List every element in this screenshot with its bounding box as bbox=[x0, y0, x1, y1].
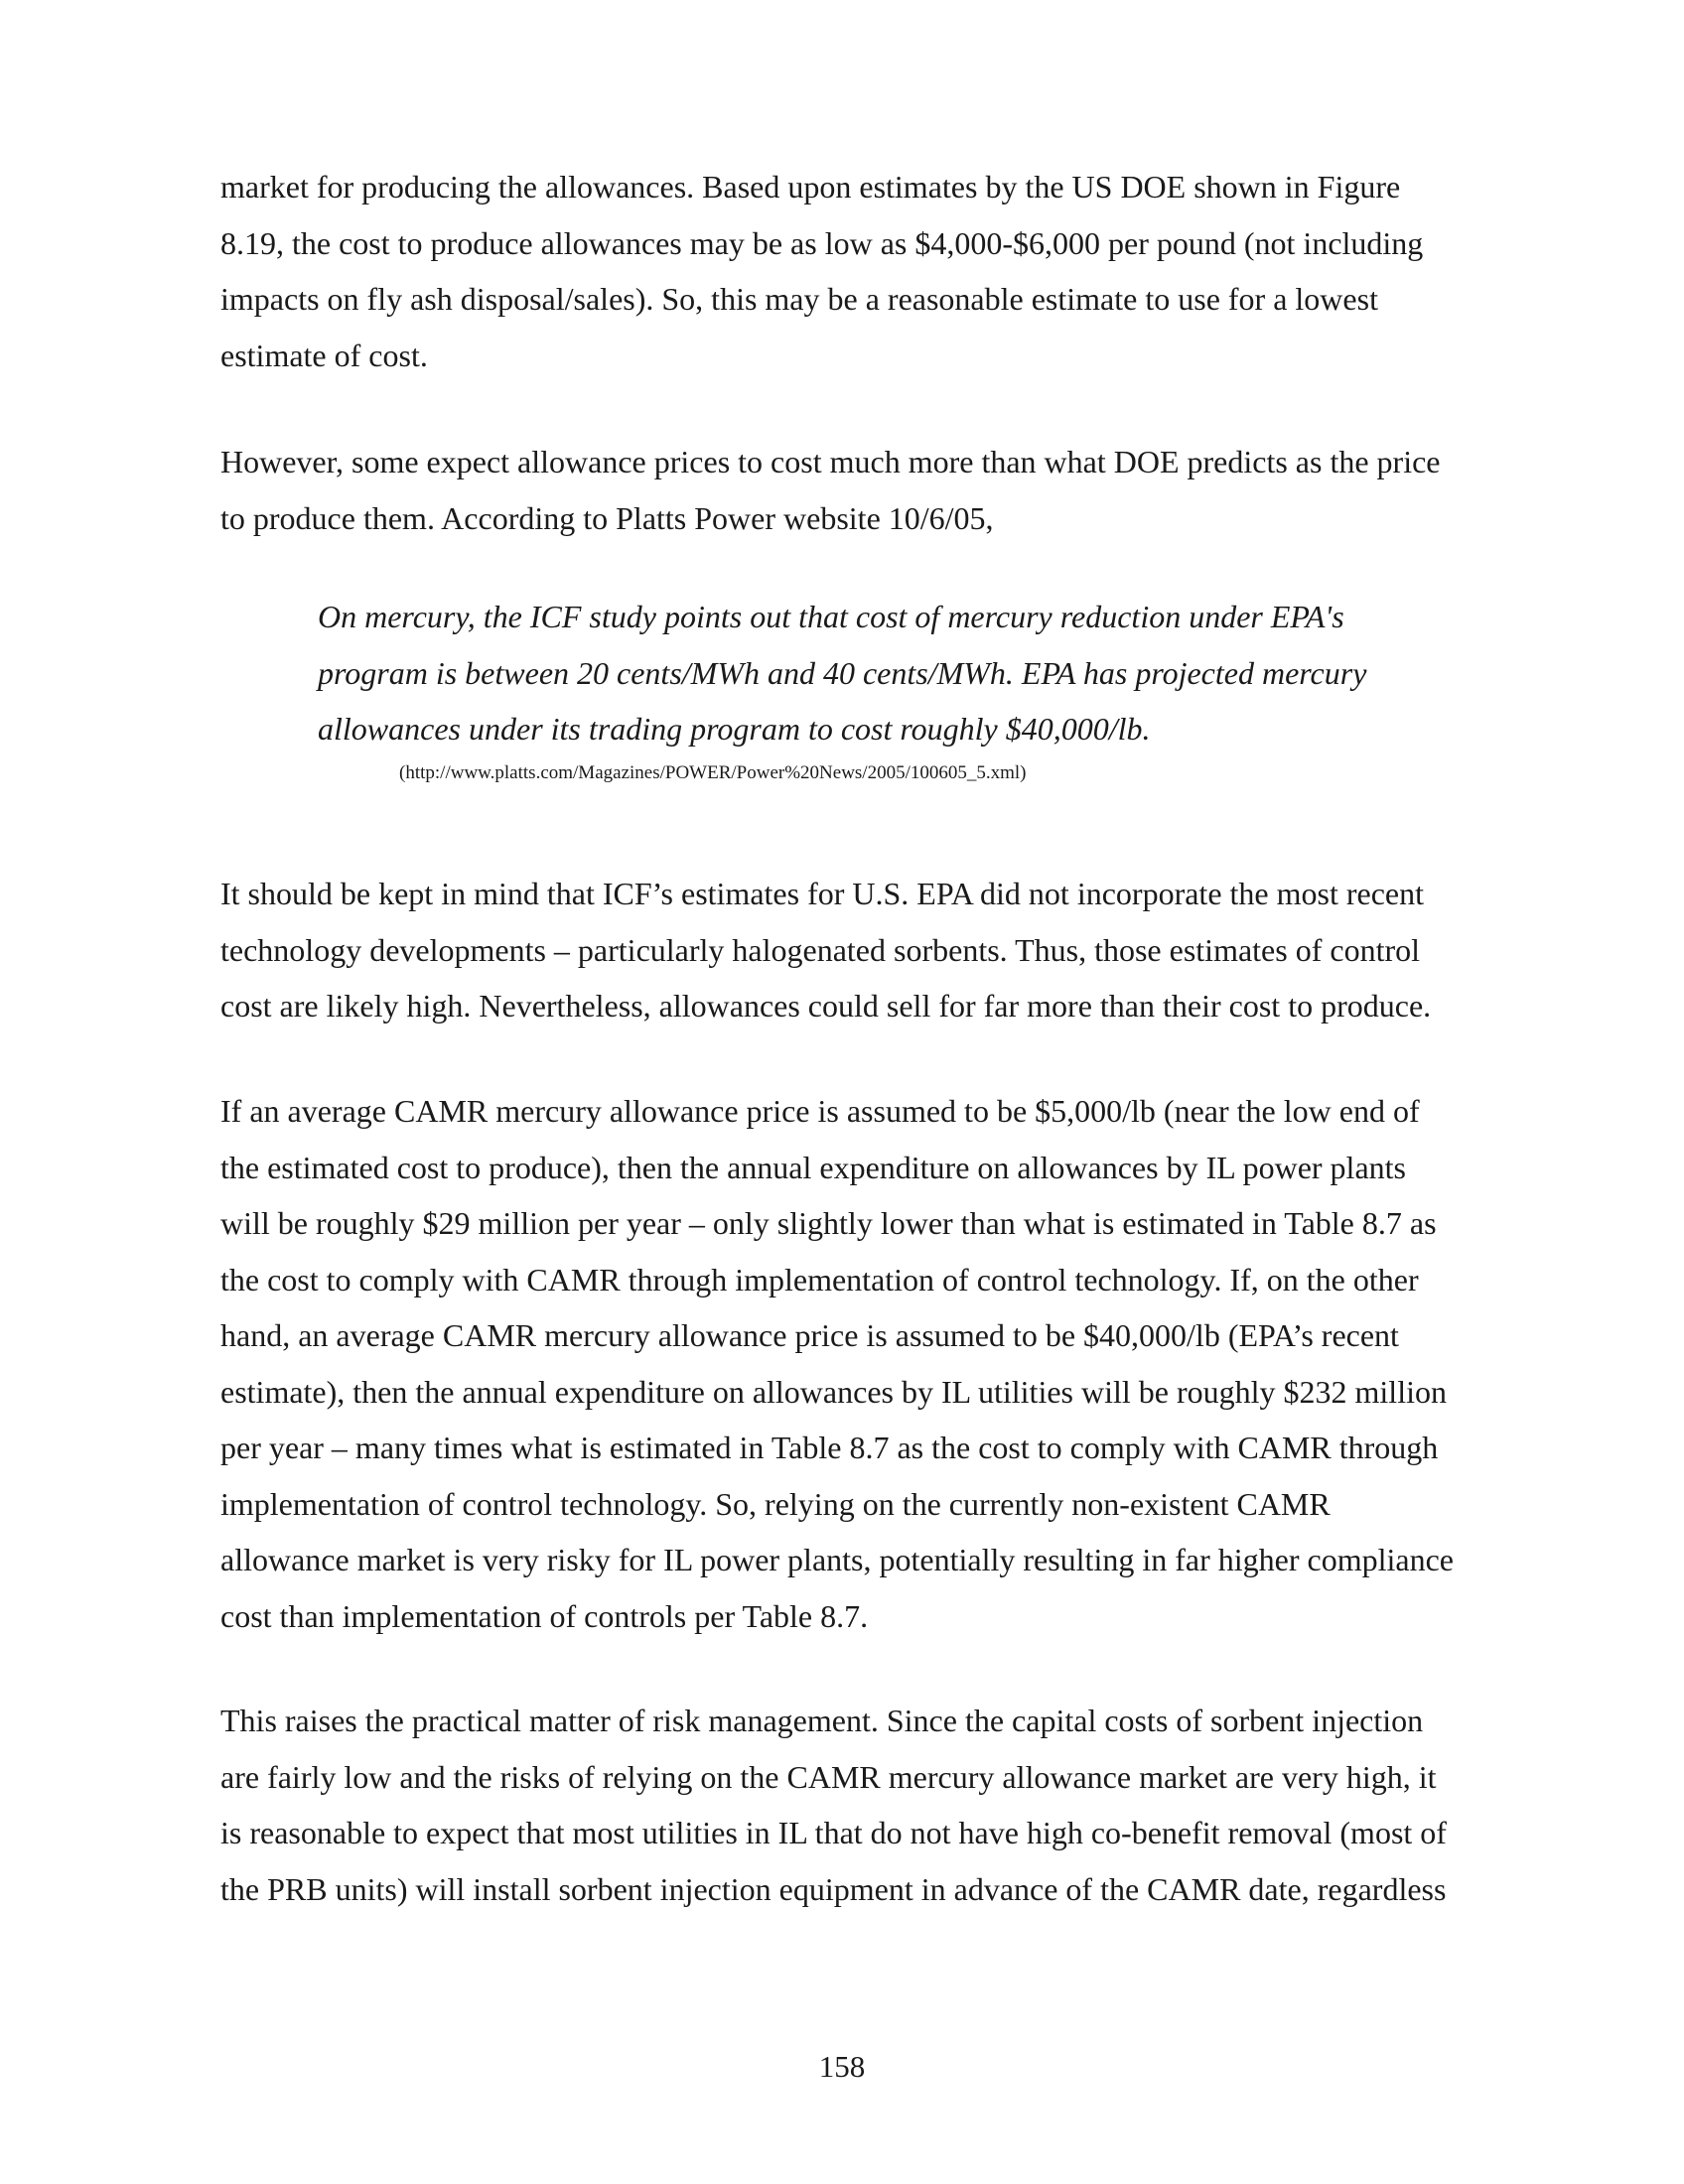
text-line: to produce them. According to Platts Power website 10/6/05, bbox=[220, 499, 994, 536]
text-line: the PRB units) will install sorbent injection equipment in advance of the CAMR date, regardless bbox=[220, 1870, 1447, 1907]
text-line: This raises the practical matter of risk management. Since the capital costs of sorbent injection bbox=[220, 1703, 1424, 1738]
quote-line: On mercury, the ICF study points out that cost of mercury reduction under EPA's bbox=[318, 599, 1344, 634]
text-line: allowance market is very risky for IL power plants, potentially resulting in far higher compliance bbox=[220, 1542, 1454, 1577]
quote-line: allowances under its trading program to cost roughly $40,000/lb. bbox=[318, 711, 1151, 747]
text-line: hand, an average CAMR mercury allowance price is assumed to be $40,000/lb (EPA’s recent bbox=[220, 1317, 1399, 1353]
paragraph-allowance-production-cost bbox=[220, 159, 1501, 383]
text-line: If an average CAMR mercury allowance price is assumed to be $5,000/lb (near the low end of bbox=[220, 1093, 1420, 1129]
paragraph-risk-management bbox=[220, 1693, 1501, 1917]
text-line: the estimated cost to produce), then the annual expenditure on allowances by IL power plants bbox=[220, 1149, 1406, 1185]
text-line: per year – many times what is estimated in Table 8.7 as the cost to comply with CAMR through bbox=[220, 1430, 1439, 1465]
text-line: It should be kept in mind that ICF’s estimates for U.S. EPA did not incorporate the most recent bbox=[220, 876, 1424, 911]
text-line: cost are likely high. Nevertheless, allowances could sell for far more than their cost to produce. bbox=[220, 988, 1432, 1024]
text-line: the cost to comply with CAMR through implementation of control technology. If, on the other bbox=[220, 1261, 1419, 1297]
text-line: impacts on fly ash disposal/sales). So, this may be a reasonable estimate to use for a lowest bbox=[220, 281, 1378, 317]
text-line: implementation of control technology. So, relying on the currently non-existent CAMR bbox=[220, 1485, 1331, 1522]
text-line: However, some expect allowance prices to cost much more than what DOE predicts as the price bbox=[220, 444, 1441, 479]
text-line: 8.19, the cost to produce allowances may be as low as $4,000-$6,000 per pound (not including bbox=[220, 224, 1424, 261]
block-quote-platts bbox=[318, 589, 1460, 757]
text-line: are fairly low and the risks of relying on the CAMR mercury allowance market are very high, it bbox=[220, 1758, 1437, 1795]
paragraph-allowance-price-expectations bbox=[220, 434, 1501, 546]
quote-source-citation: (http://www.platts.com/Magazines/POWER/Power%20News/2005/100605_5.xml) bbox=[399, 762, 1027, 783]
paragraph-annual-expenditure bbox=[220, 1083, 1501, 1644]
text-line: estimate of cost. bbox=[220, 337, 428, 373]
text-line: is reasonable to expect that most utilities in IL that do not have high co-benefit removal (most of bbox=[220, 1815, 1447, 1850]
text-line: cost than implementation of controls per Table 8.7. bbox=[220, 1597, 869, 1634]
text-line: will be roughly $29 million per year – only slightly lower than what is estimated in Table 8.7 as bbox=[220, 1205, 1437, 1241]
text-line: technology developments – particularly halogenated sorbents. Thus, those estimates of control bbox=[220, 931, 1420, 968]
text-line: estimate), then the annual expenditure on allowances by IL utilities will be roughly $232 million bbox=[220, 1373, 1447, 1410]
paragraph-icf-estimates bbox=[220, 866, 1501, 1034]
page-number: 158 bbox=[818, 2049, 866, 2084]
quote-line: program is between 20 cents/MWh and 40 cents/MWh. EPA has projected mercury bbox=[318, 654, 1367, 691]
text-line: market for producing the allowances. Based upon estimates by the US DOE shown in Figure bbox=[220, 169, 1401, 205]
